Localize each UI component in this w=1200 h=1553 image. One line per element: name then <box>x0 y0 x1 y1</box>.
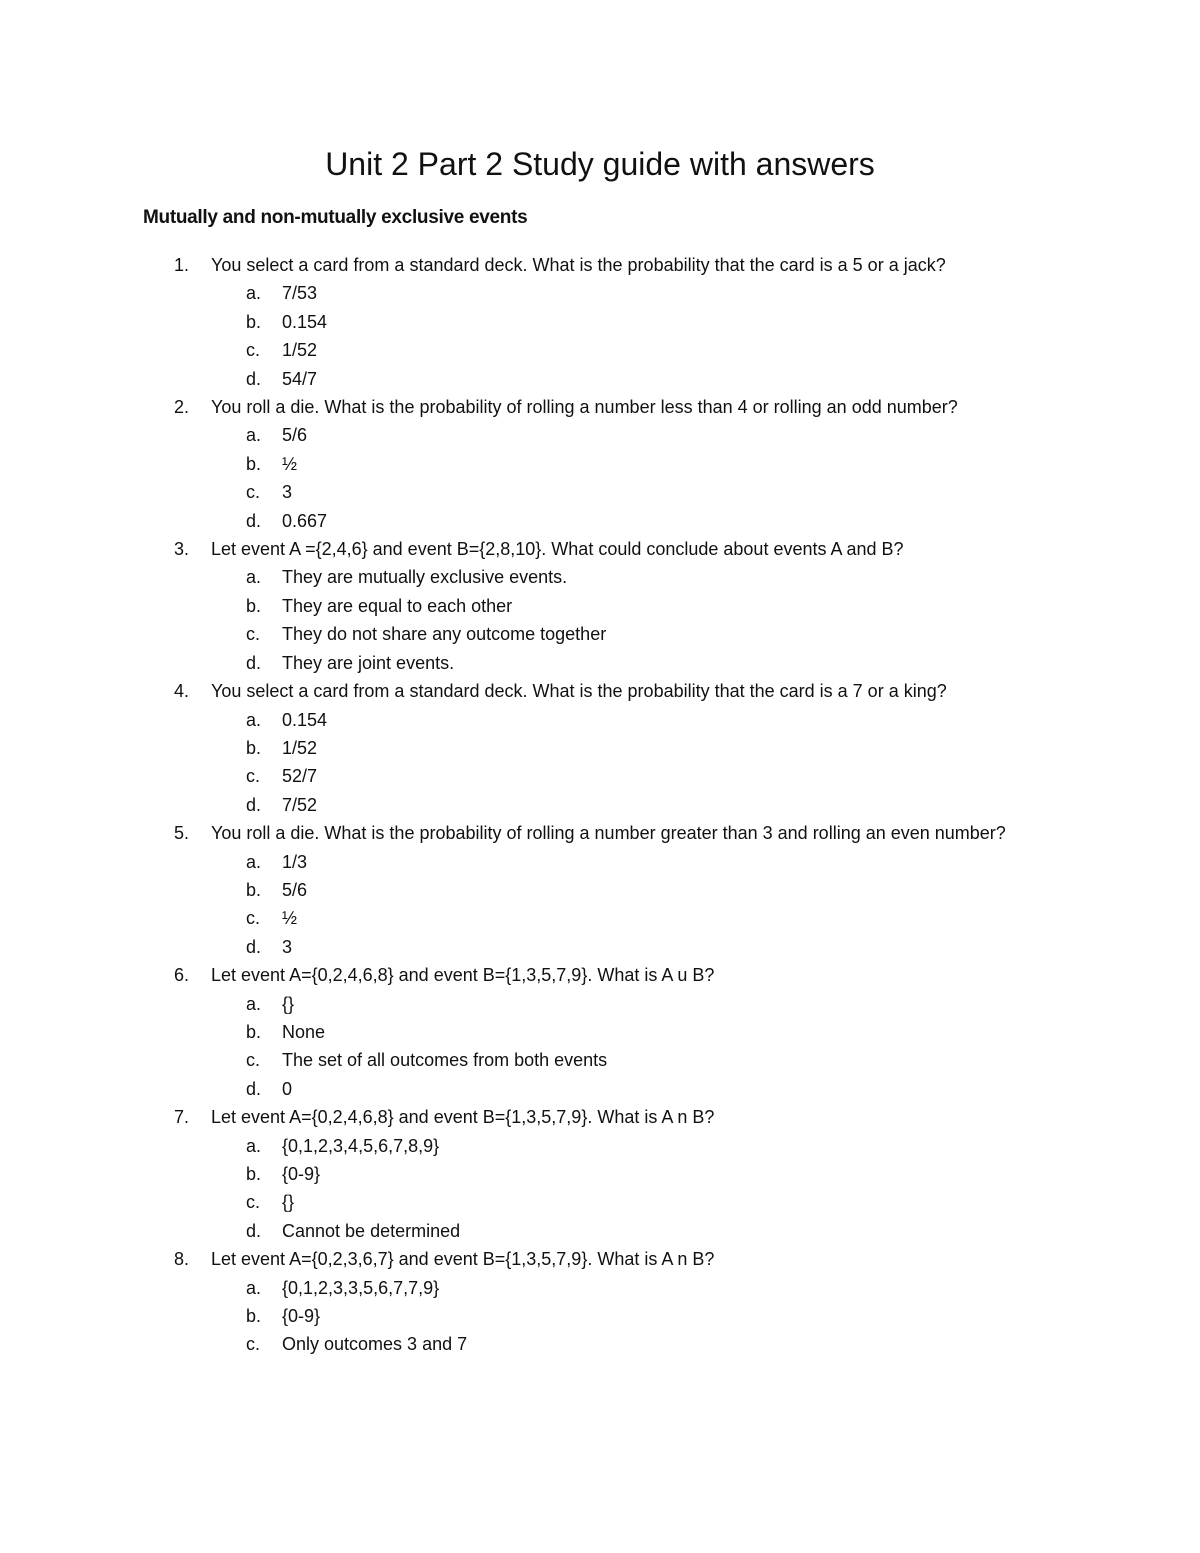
answer-option <box>211 1274 1043 1302</box>
question-text: Let event A={0,2,3,6,7} and event B={1,3,5,7,9}. What is A n B? <box>211 1249 715 1270</box>
answer-option <box>211 1132 1043 1160</box>
option-text: ½ <box>282 908 298 929</box>
option-text: 1/52 <box>282 340 318 361</box>
option-text: 0 <box>282 1078 293 1099</box>
option-letter: a. <box>246 851 262 872</box>
question-text: You roll a die. What is the probability of rolling a number greater than 3 and rolling an even number? <box>211 823 1006 844</box>
option-letter: c. <box>246 1050 261 1071</box>
option-letter: c. <box>246 1334 261 1355</box>
option-letter: d. <box>246 936 262 957</box>
option-text: 7/53 <box>282 283 318 304</box>
option-text: The set of all outcomes from both events <box>282 1050 608 1071</box>
option-letter: d. <box>246 794 262 815</box>
answer-option <box>211 706 1043 734</box>
option-letter: d. <box>246 368 262 389</box>
option-letter: b. <box>246 311 262 332</box>
option-letter: a. <box>246 1277 262 1298</box>
question-text: You select a card from a standard deck. What is the probability that the card is a 5 or a jack? <box>211 255 946 275</box>
section-heading: Mutually and non-mutually exclusive events <box>143 207 528 228</box>
answer-option <box>211 336 1043 364</box>
question-text: You roll a die. What is the probability of rolling a number less than 4 or rolling an odd number? <box>211 397 958 418</box>
option-text: 3 <box>282 936 293 957</box>
option-letter: a. <box>246 283 262 304</box>
answer-option <box>211 563 1043 591</box>
answer-options <box>211 706 1043 820</box>
option-text: 1/52 <box>282 737 318 758</box>
option-text: {0,1,2,3,3,5,6,7,7,9} <box>282 1277 440 1298</box>
answer-options <box>211 848 1043 962</box>
option-letter: c. <box>246 340 261 361</box>
option-letter: b. <box>246 595 262 616</box>
option-letter: b. <box>246 1164 262 1184</box>
answer-option <box>211 734 1043 762</box>
answer-option <box>211 876 1043 904</box>
question-list <box>143 251 1043 1359</box>
option-letter: c. <box>246 482 261 503</box>
option-letter: d. <box>246 1078 262 1099</box>
question-number: 1. <box>174 255 190 275</box>
option-text: They are equal to each other <box>282 595 513 616</box>
option-text: {} <box>282 993 295 1014</box>
option-letter: d. <box>246 510 262 531</box>
answer-options <box>211 563 1043 677</box>
option-text: 5/6 <box>282 425 308 446</box>
answer-option <box>211 592 1043 620</box>
option-letter: a. <box>246 709 262 730</box>
answer-option <box>211 365 1043 393</box>
option-letter: a. <box>246 1135 262 1156</box>
option-letter: a. <box>246 425 262 446</box>
option-text: They do not share any outcome together <box>282 624 607 645</box>
answer-option <box>211 450 1043 478</box>
option-text: Only outcomes 3 and 7 <box>282 1334 468 1355</box>
option-text: {} <box>282 1192 295 1213</box>
option-text: 54/7 <box>282 368 318 389</box>
answer-option <box>211 990 1043 1018</box>
question-item <box>143 819 1043 961</box>
option-text: Cannot be determined <box>282 1220 461 1241</box>
option-text: 0.667 <box>282 510 328 531</box>
question-number: 2. <box>174 397 190 418</box>
question-item <box>143 251 1043 393</box>
answer-option <box>211 279 1043 307</box>
option-letter: b. <box>246 737 262 758</box>
answer-option <box>211 904 1043 932</box>
option-letter: c. <box>246 624 261 645</box>
answer-option <box>211 649 1043 677</box>
question-text: Let event A={0,2,4,6,8} and event B={1,3,5,7,9}. What is A n B? <box>211 1107 715 1128</box>
answer-options <box>211 421 1043 535</box>
answer-option <box>211 1075 1043 1103</box>
option-text: 7/52 <box>282 794 318 815</box>
answer-option <box>211 308 1043 336</box>
answer-option <box>211 1160 1043 1188</box>
option-text: They are mutually exclusive events. <box>282 567 568 588</box>
option-text: 0.154 <box>282 311 328 332</box>
option-letter: c. <box>246 766 261 787</box>
question-number: 3. <box>174 539 190 560</box>
question-item <box>143 1103 1043 1245</box>
question-number: 6. <box>174 965 190 986</box>
answer-option <box>211 1018 1043 1046</box>
option-letter: d. <box>246 652 262 673</box>
answer-option <box>211 478 1043 506</box>
option-letter: b. <box>246 1306 262 1327</box>
option-text: {0,1,2,3,4,5,6,7,8,9} <box>282 1135 440 1156</box>
answer-options <box>211 990 1043 1104</box>
option-text: None <box>282 1021 326 1042</box>
option-text: 52/7 <box>282 766 318 787</box>
question-item <box>143 1245 1043 1359</box>
option-letter: c. <box>246 1192 261 1213</box>
option-letter: c. <box>246 908 261 929</box>
question-item <box>143 677 1043 819</box>
option-text: ½ <box>282 453 298 474</box>
page-title: Unit 2 Part 2 Study guide with answers <box>325 146 875 182</box>
answer-options <box>211 1132 1043 1246</box>
answer-option <box>211 620 1043 648</box>
answer-option <box>211 933 1043 961</box>
question-number: 8. <box>174 1249 190 1270</box>
option-text: 0.154 <box>282 709 328 730</box>
answer-option <box>211 507 1043 535</box>
answer-option <box>211 1217 1043 1245</box>
option-letter: a. <box>246 567 262 588</box>
option-letter: a. <box>246 993 262 1014</box>
question-number: 4. <box>174 681 190 702</box>
answer-option <box>211 791 1043 819</box>
question-item <box>143 961 1043 1103</box>
option-text: They are joint events. <box>282 652 455 673</box>
option-letter: b. <box>246 879 262 900</box>
question-text: Let event A={0,2,4,6,8} and event B={1,3,5,7,9}. What is A u B? <box>211 965 715 986</box>
answer-option <box>211 1302 1043 1330</box>
answer-option <box>211 1046 1043 1074</box>
option-text: {0-9} <box>282 1164 321 1184</box>
question-text: Let event A ={2,4,6} and event B={2,8,10}. What could conclude about events A and B? <box>211 539 904 560</box>
answer-option <box>211 1330 1043 1358</box>
option-text: 3 <box>282 482 293 503</box>
option-text: 5/6 <box>282 879 308 900</box>
answer-option <box>211 848 1043 876</box>
option-letter: d. <box>246 1220 262 1241</box>
answer-option <box>211 421 1043 449</box>
option-text: {0-9} <box>282 1306 321 1327</box>
option-text: 1/3 <box>282 851 308 872</box>
question-number: 5. <box>174 823 190 844</box>
question-item <box>143 535 1043 677</box>
answer-options <box>211 1274 1043 1359</box>
option-letter: b. <box>246 453 262 474</box>
answer-option <box>211 1188 1043 1216</box>
answer-option <box>211 762 1043 790</box>
question-item <box>143 393 1043 535</box>
question-number: 7. <box>174 1107 190 1128</box>
question-text: You select a card from a standard deck. What is the probability that the card is a 7 or a king? <box>211 681 947 702</box>
option-letter: b. <box>246 1021 262 1042</box>
answer-options <box>211 279 1043 393</box>
